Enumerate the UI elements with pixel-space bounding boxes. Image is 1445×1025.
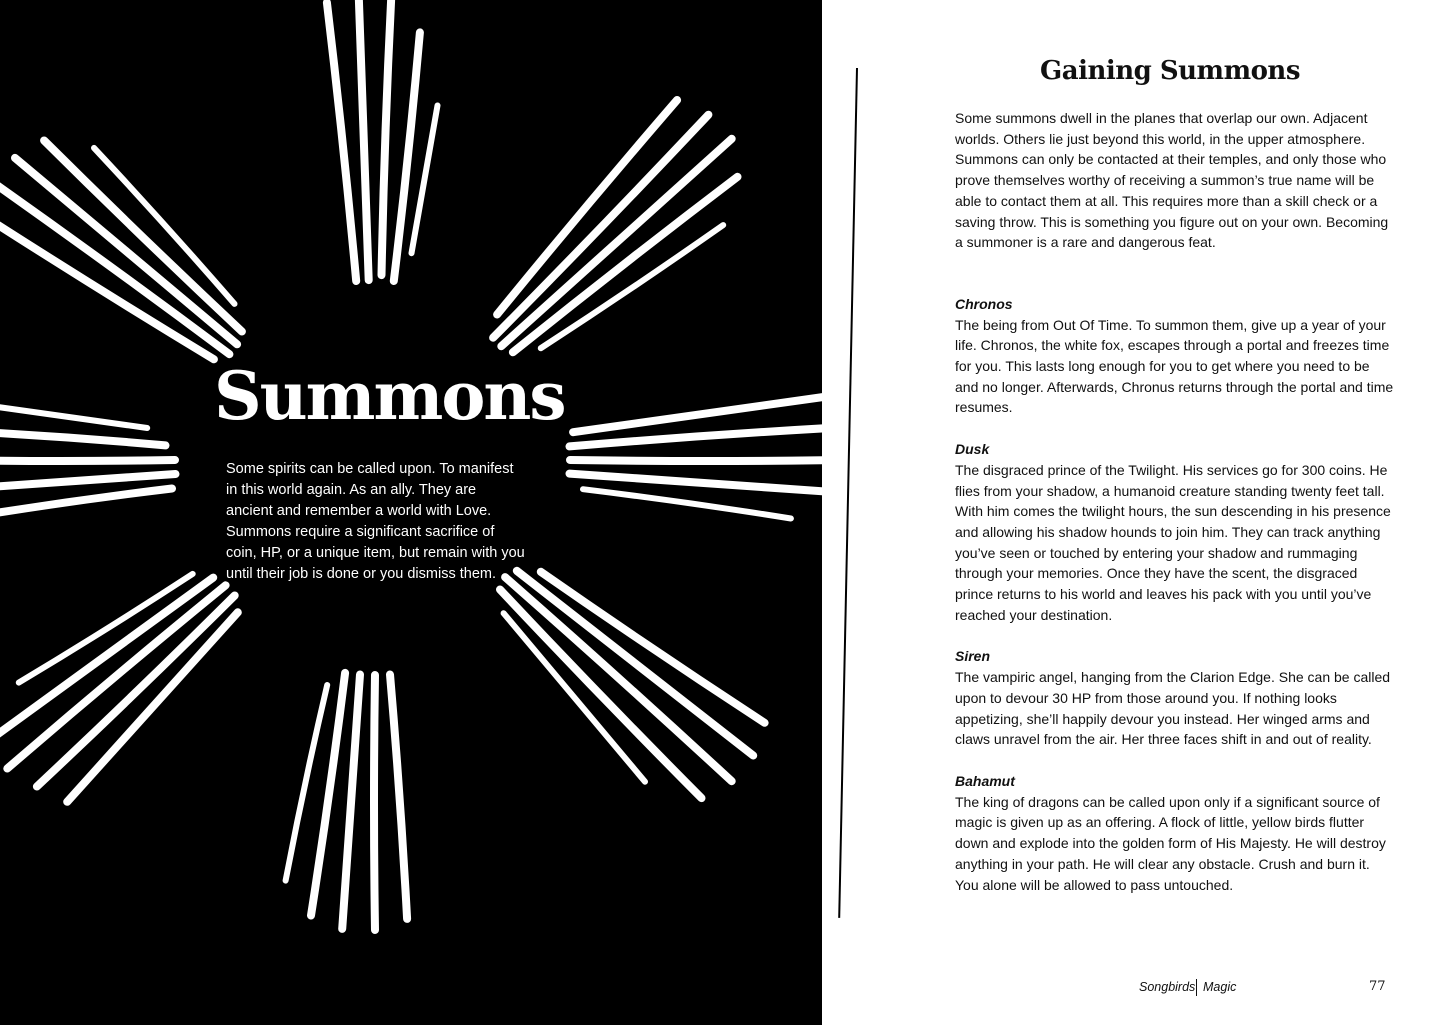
page-footer	[822, 979, 1445, 999]
summon-description: The vampiric angel, hanging from the Clarion Edge. She can be called upon to devour 30 HP from those around you. If nothing looks appetizing, she’ll happily devour you instead. Her winged arms and claws unravel from the air. Her three faces shift in and out of reality.	[955, 669, 1391, 748]
lead-paragraph: Some summons dwell in the planes that overlap our own. Adjacent worlds. Others lie just beyond this world, in the upper atmosphere. Summons can only be contacted at their temples, and only those who prove themselves worthy of receiving a summon’s true name will be able to contact them at all. This requires more than a skill check or a saving throw. This is something you figure out on your own. Becoming a summoner is a rare and dangerous feat.	[955, 110, 1389, 251]
sunburst-ray	[374, 675, 375, 930]
summon-entry-dusk	[955, 439, 1395, 625]
right-page	[822, 0, 1445, 1025]
summon-name: Chronos	[955, 295, 1013, 312]
vertical-rule	[838, 68, 857, 918]
summon-name: Siren	[955, 648, 991, 665]
summon-entry-bahamut	[955, 771, 1395, 895]
summon-description: The disgraced prince of the Twilight. His services go for 300 coins. He flies from your shadow, a humanoid creature standing twenty feet tall. With him comes the twilight hours, the sun descending in his presence and allowing his shadow hounds to join him. They can track anything you’ve seen or touched by entering your shadow and rummaging through your memories. Once they have the scent, the disgraced prince returns to his world and leaves his pack with you until you’ve reached your destination.	[955, 461, 1391, 623]
summon-name: Bahamut	[955, 772, 1015, 789]
sunburst-ray	[0, 431, 166, 446]
sunburst-ray	[0, 407, 147, 428]
summon-entry-siren	[955, 646, 1395, 750]
footer-book-title: Songbirds	[1139, 980, 1196, 994]
sunburst-ray	[0, 460, 175, 461]
sunburst-ray	[0, 578, 213, 737]
section-title: Gaining Summons	[1040, 56, 1300, 86]
sunburst-ray	[382, 0, 392, 275]
sunburst-ray	[390, 675, 407, 919]
intro-paragraph: Some spirits can be called upon. To manifest in this world again. As an ally. They are ancient and remember a world with Love. Summons require a significant sacrifice of coin, HP, or a unique item, but remain with you until their job is done or you dismiss them.	[226, 461, 525, 582]
sunburst-ray	[0, 206, 214, 360]
sunburst-ray	[0, 178, 229, 354]
sunburst-ray	[7, 585, 225, 768]
sunburst-ray	[37, 596, 235, 787]
body-text	[955, 108, 1395, 916]
page-title: Summons	[214, 357, 565, 435]
page-number: 77	[1369, 979, 1386, 994]
summon-entry-chronos	[955, 294, 1395, 418]
summon-description: The king of dragons can be called upon only if a significant source of magic is given up as an offering. A flock of little, yellow birds flutter down and explode into the golden form of His Majesty. He will destroy anything in your path. He will clear any obstacle. Crush and burn it. You alone will be allowed to pass untouched.	[955, 793, 1386, 893]
sunburst-ray	[0, 489, 172, 516]
summon-name: Dusk	[955, 441, 990, 458]
footer-chapter: Magic	[1203, 980, 1237, 994]
sunburst-ray	[359, 0, 369, 280]
sunburst-ray	[583, 489, 791, 518]
sunburst-ray	[570, 460, 822, 461]
sunburst-ray	[311, 673, 345, 916]
sunburst-ray	[412, 106, 438, 254]
summon-description: The being from Out Of Time. To summon them, give up a year of your life. Chronos, the white fox, escapes through a portal and freezes time for you. This lasts long enough for you to get where you need to be and no longer. Afterwards, Chronus returns through the portal and time resumes.	[955, 316, 1394, 416]
footer-separator	[1196, 979, 1197, 996]
sunburst-ray	[327, 3, 356, 282]
sunburst-ray	[342, 675, 360, 929]
